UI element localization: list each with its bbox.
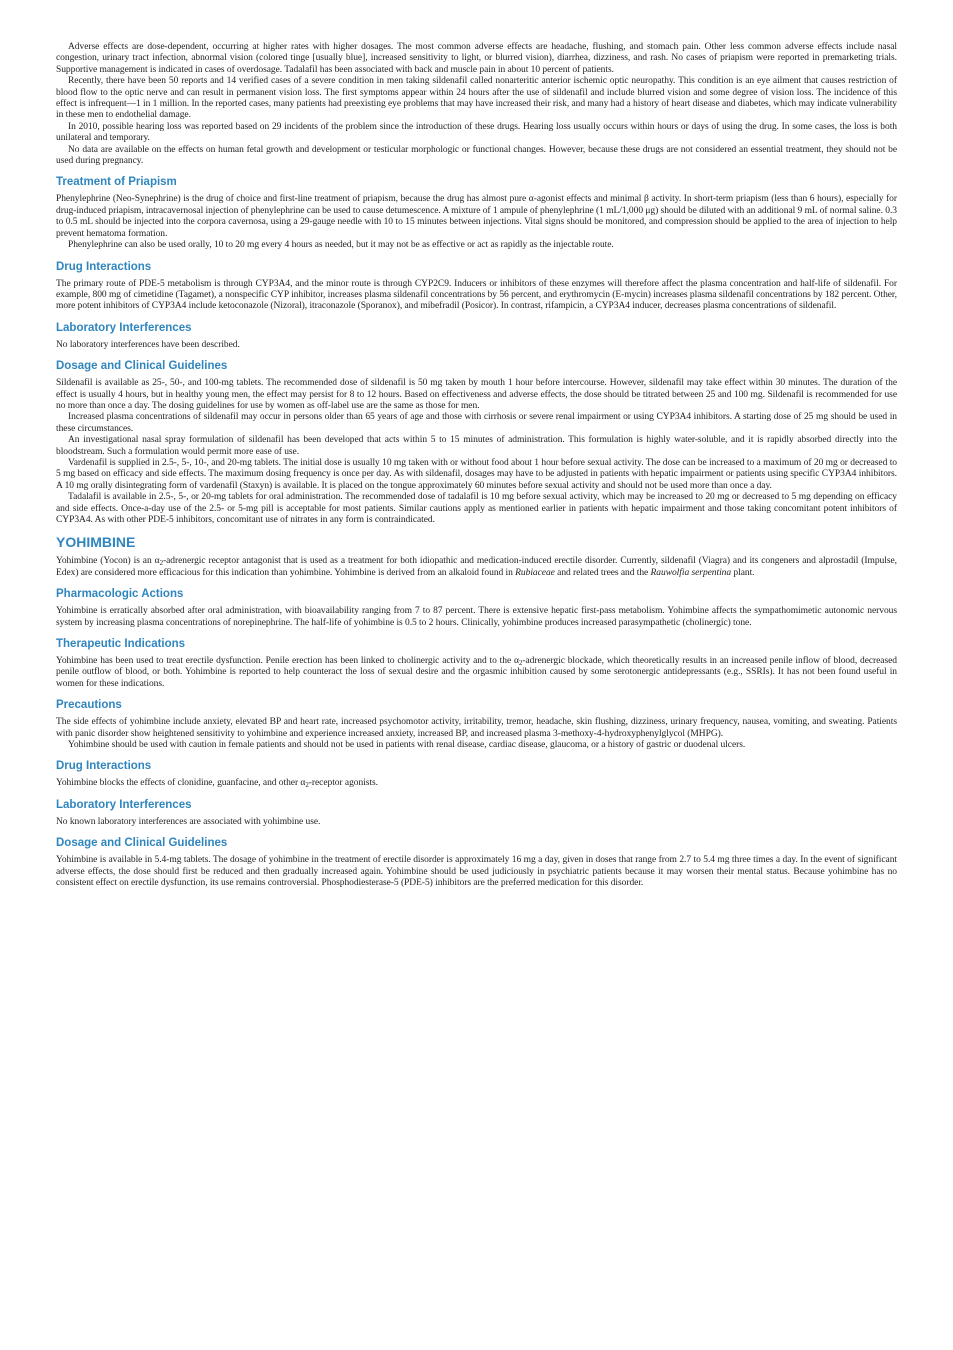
pde5-dosage-heading: Dosage and Clinical Guidelines — [56, 360, 228, 373]
adverse-effects-section — [56, 42, 897, 167]
adverse-effects-paragraph: Adverse effects are dose-dependent, occurring at higher rates with higher dosages. The most common adverse effects are headache, flushing, and stomach pain. Other less common adverse effects include nasal congestion, urinary tract infection, abnormal vision (colored tinge [usually blue], increased sensitivity to light, or blurred vision), diarrhea, dizziness, and rash. No cases of priapism were reported in premarketing trials. Supportive management is indicated in cases of overdosage. Tadalafil has been associated with back and muscle pain in about 10 percent of patients. — [56, 42, 897, 75]
yohimbine-pharm-section — [56, 606, 897, 629]
yohimbine-pharm-heading: Pharmacologic Actions — [56, 588, 184, 601]
pregnancy-paragraph: No data are available on the effects on human fetal growth and development or testicular morphologic or functional changes. However, because these drugs are not considered an essential treatment, they should not be used during pregnancy. — [56, 144, 897, 167]
yohimbine-dosage-section — [56, 855, 897, 889]
pde5-interactions-heading: Drug Interactions — [56, 260, 152, 273]
yohimbine-intro-section — [56, 556, 897, 579]
yohimbine-dosage-paragraph: Yohimbine is available in 5.4-mg tablets. The dosage of yohimbine in the treatment of erectile disorder is approximately 16 mg a day, given in doses that range from 2.7 to 5.4 mg three times a day. In the event of significant adverse effects, the dose should first be reduced and then gradually increased again. Yohimbine should be used judiciously in psychiatric patients because it may worsen their mental status. Because yohimbine has no consistent effect on erectile dysfunction, its use remains controversial. Phosphodiesterase-5 (PDE-5) inhibitors are the preferred medication for this disorder. — [56, 855, 897, 889]
pde5-interactions-paragraph: The primary route of PDE-5 metabolism is through CYP3A4, and the minor route is through CYP2C9. Inducers or inhibitors of these enzymes will therefore affect the plasma concentration and half-life of sildenafil. For example, 800 mg of cimetidine (Tagamet), a nonspecific CYP inhibitor, increases plasma sildenafil concentrations by 56 percent, and erythromycin (E-mycin) increases plasma sildenafil concentrations by 182 percent. Other, more potent inhibitors of CYP3A4 include ketoconazole (Nizoral), itraconazole (Sporanox), and mibefradil (Posicor). In contrast, rifampicin, a CYP3A4 inducer, decreases plasma concentrations of sildenafil. — [56, 278, 897, 312]
tadalafil-paragraph: Tadalafil is available in 2.5-, 5-, or 20-mg tablets for oral administration. The recommended dose of tadalafil is 10 mg before sexual activity, which may be increased to 20 mg or decreased to 5 mg depending on efficacy and side effects. Once-a-day use of the 2.5- or 5-mg pill is acceptable for most patients. Similar cautions apply as mentioned earlier in patients with hepatic impairment and those taking concomitant potent inhibitors of CYP3A4. As with other PDE-5 inhibitors, concomitant use of nitrates in any form is contraindicated. — [56, 492, 897, 525]
yohimbine-side-effects-paragraph: The side effects of yohimbine include anxiety, elevated BP and heart rate, increased psychomotor activity, irritability, tremor, headache, skin flushing, dizziness, urinary frequency, nausea, vomiting, and sweating. Patients with panic disorder show heightened sensitivity to yohimbine and experience increased anxiety, increased BP, and increased plasma 3-methoxy-4-hydroxyphenylglycol (MHPG). — [56, 717, 897, 739]
pde5-lab-heading: Laboratory Interferences — [56, 321, 192, 334]
yohimbine-interactions-paragraph: Yohimbine blocks the effects of clonidine, guanfacine, and other $\alpha_2$-receptor agonists. — [56, 778, 379, 790]
pde5-interactions-section — [56, 279, 897, 313]
yohimbine-therapeutic-heading: Therapeutic Indications — [56, 638, 186, 651]
priapism-paragraph: Phenylephrine (Neo-Synephrine) is the drug of choice and first-line treatment of priapism, because the drug has almost pure α-agonist effects and minimal β activity. In short-term priapism (less than 6 hours), especially for drug-induced priapism, intracavernosal injection of phenylephrine can be used to cause detumescence. A mixture of 1 ampule of phenylephrine (1 mL/1,000 μg) should be diluted with an additional 9 mL of normal saline. 0.3 to 0.5 mL should be injected into the corpora cavernosa, using a 29-gauge needle with 10 to 15 minutes between injections. Vital signs should be monitored, and compression should be applied to the area of injection to help prevent hematoma formation. — [56, 194, 897, 239]
yohimbine-precautions-heading: Precautions — [56, 699, 122, 712]
priapism-heading: Treatment of Priapism — [56, 176, 177, 189]
yohimbine-precautions-section — [56, 717, 897, 751]
sildenafil-dosage-paragraph: Sildenafil is available as 25-, 50-, and 100-mg tablets. The recommended dose of sildenafil is 50 mg taken by mouth 1 hour before intercourse. However, sildenafil may take effect within 30 minutes. The duration of the effect is usually 4 hours, but in healthy young men, the effect may persist for 8 to 12 hours. Based on effectiveness and adverse effects, the dose should be titrated between 25 and 100 mg. Sildenafil is recommended for use no more than once a day. The dosing guidelines for use by women as off-label use are the same as those for men. — [56, 378, 897, 411]
yohimbine-lab-paragraph: No known laboratory interferences are associated with yohimbine use. — [56, 816, 321, 827]
yohimbine-lab-section — [56, 817, 897, 828]
optic-neuropathy-paragraph: Recently, there have been 50 reports and 14 verified cases of a severe condition in men taking sildenafil called nonarteritic anterior ischemic optic neuropathy. This condition is an eye ailment that causes restriction of blood flow to the optic nerve and can result in permanent vision loss. The first symptoms appear within 24 hours after the use of sildenafil and include blurred vision and some degree of vision loss. The incidence of this effect is infrequent—1 in 1 million. In the reported cases, many patients had preexisting eye problems that may have increased their risk, and many had a history of heart disease and diabetes, which may indicate vulnerability in these men to endothelial damage. — [56, 76, 897, 121]
yohimbine-caution-paragraph: Yohimbine should be used with caution in female patients and should not be used in patients with renal disease, cardiac disease, glaucoma, or a history of gastric or duodenal ulcers. — [68, 740, 746, 751]
yohimbine-therapeutic-section — [56, 656, 897, 690]
pde5-lab-section — [56, 340, 897, 351]
yohimbine-lab-heading: Laboratory Interferences — [56, 798, 192, 811]
nasal-spray-paragraph: An investigational nasal spray formulation of sildenafil has been developed that acts within 5 to 15 minutes of administration. This formulation is highly water-soluble, and it is rapidly absorbed directly into the bloodstream. Such a formulation would permit more ease of use. — [56, 435, 897, 457]
yohimbine-therapeutic-paragraph: Yohimbine has been used to treat erectile dysfunction. Penile erection has been linked to cholinergic activity and to the $\alpha_2$-adrenergic blockade, which theoretically results in an increased penile inflow of blood, decreased penile outflow of blood, or both. Yohimbine is reported to help counteract the loss of sexual desire and the orgasmic inhibition caused by some serotonergic antidepressants (e.g., SSRIs). It has not been found useful in women for these indications. — [56, 656, 897, 689]
yohimbine-interactions-heading: Drug Interactions — [56, 760, 152, 773]
plasma-concentration-paragraph: Increased plasma concentrations of sildenafil may occur in persons older than 65 years of age and those with cirrhosis or severe renal impairment or using CYP3A4 inhibitors. A starting dose of 25 mg should be used in these circumstances. — [56, 412, 897, 434]
yohimbine-interactions-section — [56, 778, 897, 789]
vardenafil-paragraph: Vardenafil is supplied in 2.5-, 5-, 10-, and 20-mg tablets. The initial dose is usually 10 mg taken with or without food about 1 hour before sexual activity. The dose can be increased to a maximum of 20 mg or decreased to 5 mg based on efficacy and side effects. The maximum dosing frequency is once per day. As with sildenafil, dosages may have to be adjusted in patients with hepatic impairment or patients using specific CYP3A4 inhibitors. A 10 mg orally disintegrating form of vardenafil (Staxyn) is available. It is placed on the tongue approximately 60 minutes before sexual activity and should not be used more than once a day. — [56, 457, 897, 491]
pde5-dosage-section — [56, 378, 897, 526]
yohimbine-heading: YOHIMBINE — [56, 534, 136, 551]
yohimbine-dosage-heading: Dosage and Clinical Guidelines — [56, 837, 228, 850]
yohimbine-intro-paragraph: Yohimbine (Yocon) is an $\alpha_2$-adrenergic receptor antagonist that is used as a treatment for both idiopathic and medication-induced erectile disorder. Currently, sildenafil (Viagra) and its congeners and alprostadil (Impulse, Edex) are considered more efficacious for this indication than yohimbine. Yohimbine is derived from an alkaloid found in Rubiaceae and related trees and the Rauwolfia serpentina plant. — [56, 556, 897, 578]
yohimbine-pharm-paragraph: Yohimbine is erratically absorbed after oral administration, with bioavailability ranging from 7 to 87 percent. There is extensive hepatic first-pass metabolism. Yohimbine affects the sympathomimetic autonomic nervous system by increasing plasma concentrations of norepinephrine. The half-life of yohimbine is 0.5 to 2 hours. Clinically, yohimbine produces increased parasympathetic (cholinergic) tone. — [56, 606, 897, 628]
pde5-lab-paragraph: No laboratory interferences have been described. — [56, 339, 240, 350]
hearing-loss-paragraph: In 2010, possible hearing loss was reported based on 29 incidents of the problem since the introduction of these drugs. Hearing loss usually occurs within hours or days of using the drug. In some cases, the loss is both unilateral and temporary. — [56, 121, 897, 144]
priapism-oral-paragraph: Phenylephrine can also be used orally, 10 to 20 mg every 4 hours as needed, but it may not be as effective or act as rapidly as the injectable route. — [68, 240, 614, 251]
priapism-section — [56, 194, 897, 251]
